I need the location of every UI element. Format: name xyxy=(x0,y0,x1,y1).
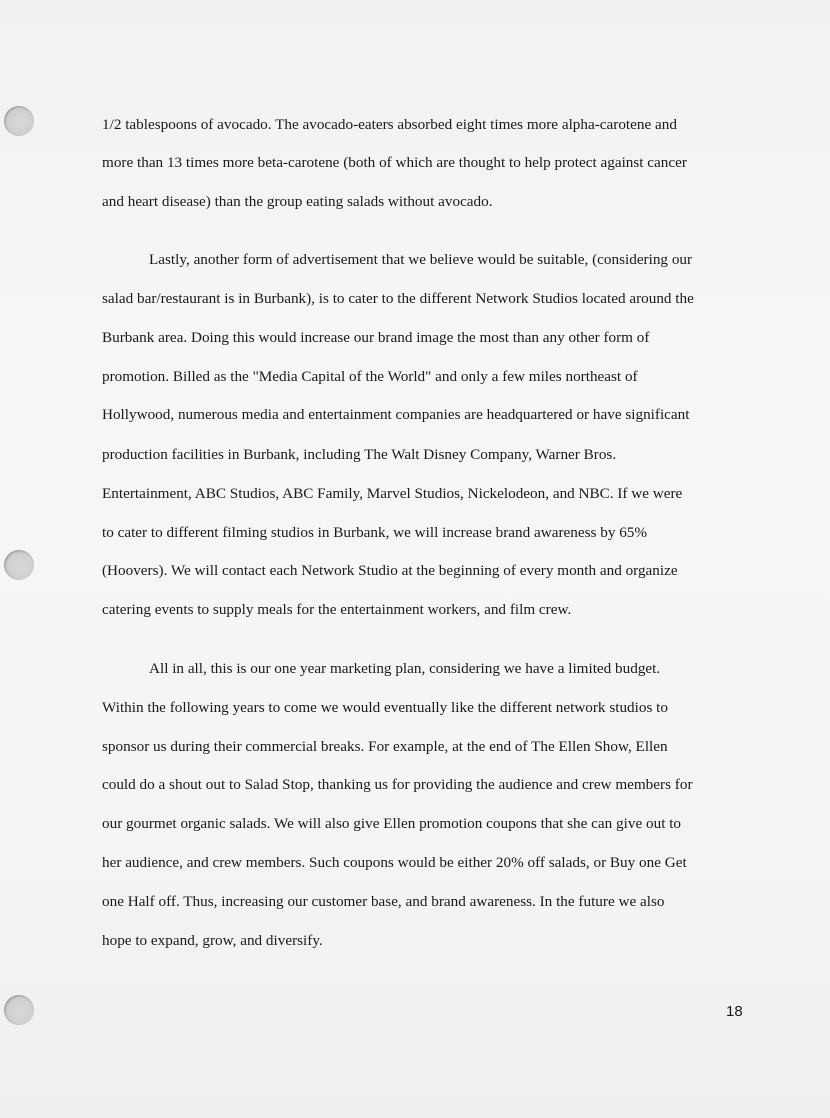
text-line: and heart disease) than the group eating salads without avocado. xyxy=(102,193,493,210)
text-line: to cater to different filming studios in Burbank, we will increase brand awareness by 65% xyxy=(102,524,648,541)
text-line: more than 13 times more beta-carotene (both of which are thought to help protect against cancer xyxy=(102,154,687,171)
punch-hole-middle xyxy=(4,550,34,580)
text-line: her audience, and crew members. Such coupons would be either 20% off salads, or Buy one Get xyxy=(102,854,687,871)
text-line: (Hoovers). We will contact each Network Studio at the beginning of every month and organize xyxy=(102,562,678,579)
text-line: salad bar/restaurant is in Burbank), is to cater to the different Network Studios located around the xyxy=(102,290,694,307)
text-line: production facilities in Burbank, including The Walt Disney Company, Warner Bros. xyxy=(102,446,617,463)
text-line: Entertainment, ABC Studios, ABC Family, Marvel Studios, Nickelodeon, and NBC. If we were xyxy=(102,485,683,502)
text-line: sponsor us during their commercial breaks. For example, at the end of The Ellen Show, Ellen xyxy=(102,738,668,755)
text-line: 1/2 tablespoons of avocado. The avocado-eaters absorbed eight times more alpha-carotene and xyxy=(102,116,677,133)
text-line: hope to expand, grow, and diversify. xyxy=(102,932,323,949)
text-line: Within the following years to come we would eventually like the different network studios to xyxy=(102,699,668,716)
text-line: Lastly, another form of advertisement that we believe would be suitable, (considering our xyxy=(149,251,693,268)
punch-hole-top xyxy=(4,106,34,136)
text-line: All in all, this is our one year marketing plan, considering we have a limited budget. xyxy=(149,660,661,677)
text-line: one Half off. Thus, increasing our customer base, and brand awareness. In the future we also xyxy=(102,893,665,910)
text-line: promotion. Billed as the "Media Capital of the World" and only a few miles northeast of xyxy=(102,368,638,385)
text-line: Burbank area. Doing this would increase our brand image the most than any other form of xyxy=(102,329,650,346)
punch-hole-bottom xyxy=(4,995,34,1025)
text-line: Hollywood, numerous media and entertainment companies are headquartered or have significant xyxy=(102,406,690,423)
text-line: catering events to supply meals for the entertainment workers, and film crew. xyxy=(102,601,572,618)
page-number: 18 xyxy=(726,1003,743,1020)
text-line: our gourmet organic salads. We will also give Ellen promotion coupons that she can give out to xyxy=(102,815,682,832)
text-line: could do a shout out to Salad Stop, thanking us for providing the audience and crew members for xyxy=(102,776,693,793)
